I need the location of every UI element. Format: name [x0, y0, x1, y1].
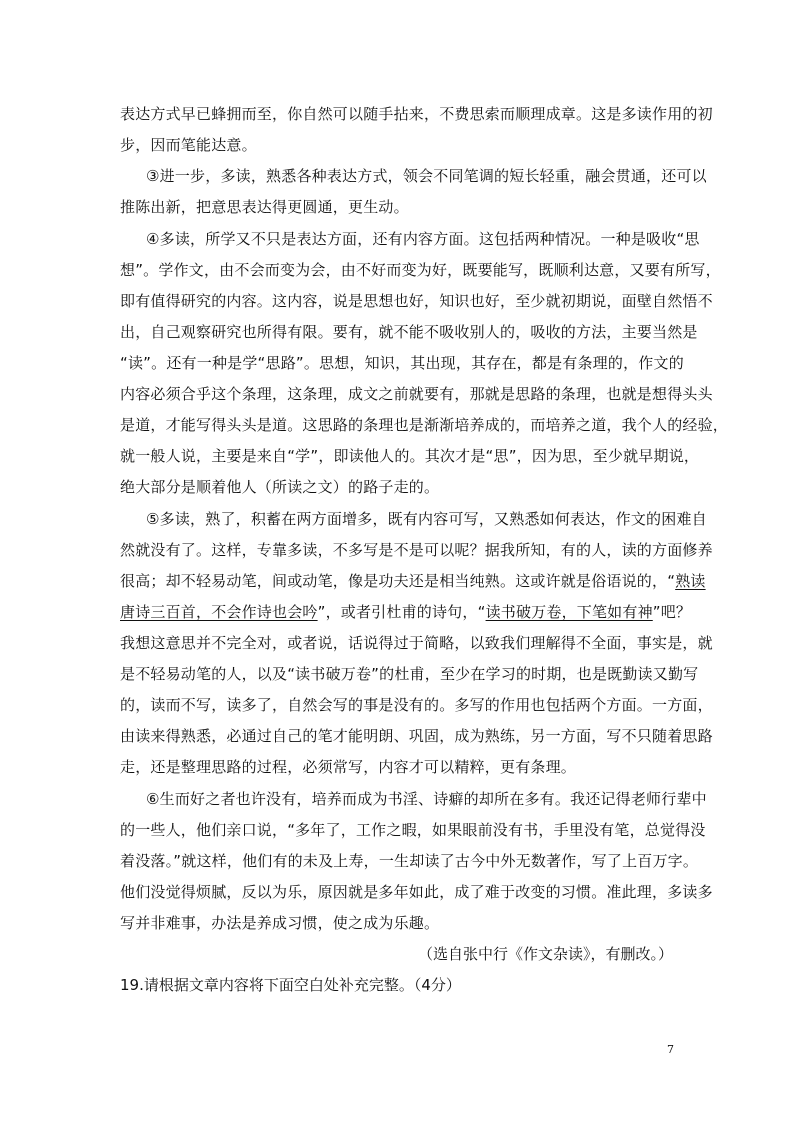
paragraph-4-line-2: 想”。学作文，由不会而变为会，由不好而变为好，既要能写，既顺利达意，又要有所写，: [120, 261, 721, 279]
underlined-quote-1a: 熟读: [675, 572, 706, 590]
paragraph-6-line-1: ⑥生而好之者也许没有，培养而成为书淫、诗癖的却所在多有。我还记得老师行辈中: [146, 790, 707, 808]
paragraph-4-line-8: 就一般人说，主要是来自“学”，即读他人的。其次才是“思”，因为思，至少就早期说，: [120, 447, 700, 465]
paragraph-4-line-9: 绝大部分是顺着他人（所读之文）的路子走的。: [120, 478, 440, 496]
paragraph-5-line-2: 然就没有了。这样，专靠多读，不多写是不是可以呢？据我所知，有的人，读的方面修养: [120, 541, 713, 559]
paragraph-4-line-5: “读”。还有一种是学“思路”。思想，知识，其出现，其存在，都是有条理的，作文的: [120, 354, 684, 372]
paragraph-5-line-4-text-b: ”吧？: [652, 603, 692, 621]
paragraph-intro-line-1: 表达方式早已蜂拥而至，你自然可以随手拈来，不费思索而顺理成章。这是多读作用的初: [120, 105, 713, 123]
paragraph-6-line-3: 着没落。”就这样，他们有的未及上寿，一生却读了古今中外无数著作，写了上百万字。: [120, 852, 699, 870]
page-number: 7: [667, 1043, 674, 1056]
paragraph-5-line-4-text-a: ”，或者引杜甫的诗句，“: [317, 603, 486, 621]
paragraph-5-line-9: 走，还是整理思路的过程，必须常写，内容才可以精粹，更有条理。: [120, 758, 577, 776]
paragraph-4-line-6: 内容必须合乎这个条理，这条理，成文之前就要有，那就是思路的条理，也就是想得头头: [120, 385, 713, 403]
paragraph-5-line-4: [120, 602, 691, 622]
paragraph-3-line-2: 推陈出新，把意思表达得更圆通，更生动。: [120, 198, 409, 216]
paragraph-intro-line-2: 步，因而笔能达意。: [120, 136, 257, 154]
paragraph-4-line-3: 即有值得研究的内容。这内容，说是思想也好，知识也好，至少就初期说，面壁自然悟不: [120, 292, 713, 310]
paragraph-6-line-4: 他们没觉得烦腻，反以为乐，原因就是多年如此，成了难于改变的习惯。准此理，多读多: [120, 883, 713, 901]
underlined-quote-2: 读书破万卷，下笔如有神: [485, 603, 653, 621]
paragraph-5-line-7: 的，读而不写，读多了，自然会写的事是没有的。多写的作用也包括两个方面。一方面，: [120, 696, 713, 714]
paragraph-5-line-6: 是不轻易动笔的人，以及“读书破万卷”的杜甫，至少在学习的时期，也是既勤读又勤写: [120, 665, 699, 683]
paragraph-5-line-3: [120, 571, 706, 591]
paragraph-6-line-2: 的一些人，他们亲口说，“多年了，工作之暇，如果眼前没有书，手里没有笔，总觉得没: [120, 821, 706, 839]
source-citation: （选自张中行《作文杂读》，有删改。）: [418, 945, 674, 963]
paragraph-5-line-3-text: 很高；却不轻易动笔，间或动笔，像是功夫还是相当纯熟。这或许就是俗语说的，“: [120, 572, 676, 590]
paragraph-4-line-1: ④多读，所学又不只是表达方面，还有内容方面。这包括两种情况。一种是吸收“思: [146, 230, 700, 248]
paragraph-4-line-7: 是道，才能写得头头是道。这思路的条理也是渐渐培养成的，而培养之道，我个人的经验，: [120, 416, 729, 434]
paragraph-5-line-5: 我想这意思并不完全对，或者说，话说得过于简略，以致我们理解得不全面，事实是，就: [120, 634, 713, 652]
paragraph-5-line-1: ⑤多读，熟了，积蓄在两方面增多，既有内容可写，又熟悉如何表达，作文的困难自: [146, 510, 707, 528]
paragraph-3-line-1: ③进一步，多读，熟悉各种表达方式，领会不同笔调的短长轻重，融会贯通，还可以: [146, 167, 707, 185]
question-19: 19.请根据文章内容将下面空白处补充完整。（4分）: [120, 976, 461, 994]
paragraph-5-line-8: 由读来得熟悉，必通过自己的笔才能明朗、巩固，成为熟练，另一方面，写不只随着思路: [120, 727, 713, 745]
paragraph-4-line-4: 出，自己观察研究也所得有限。要有，就不能不吸收别人的，吸收的方法，主要当然是: [120, 323, 698, 341]
underlined-quote-1b: 唐诗三百首，不会作诗也会吟: [120, 603, 318, 621]
paragraph-6-line-5: 写并非难事，办法是养成习惯，使之成为乐趣。: [120, 914, 440, 932]
